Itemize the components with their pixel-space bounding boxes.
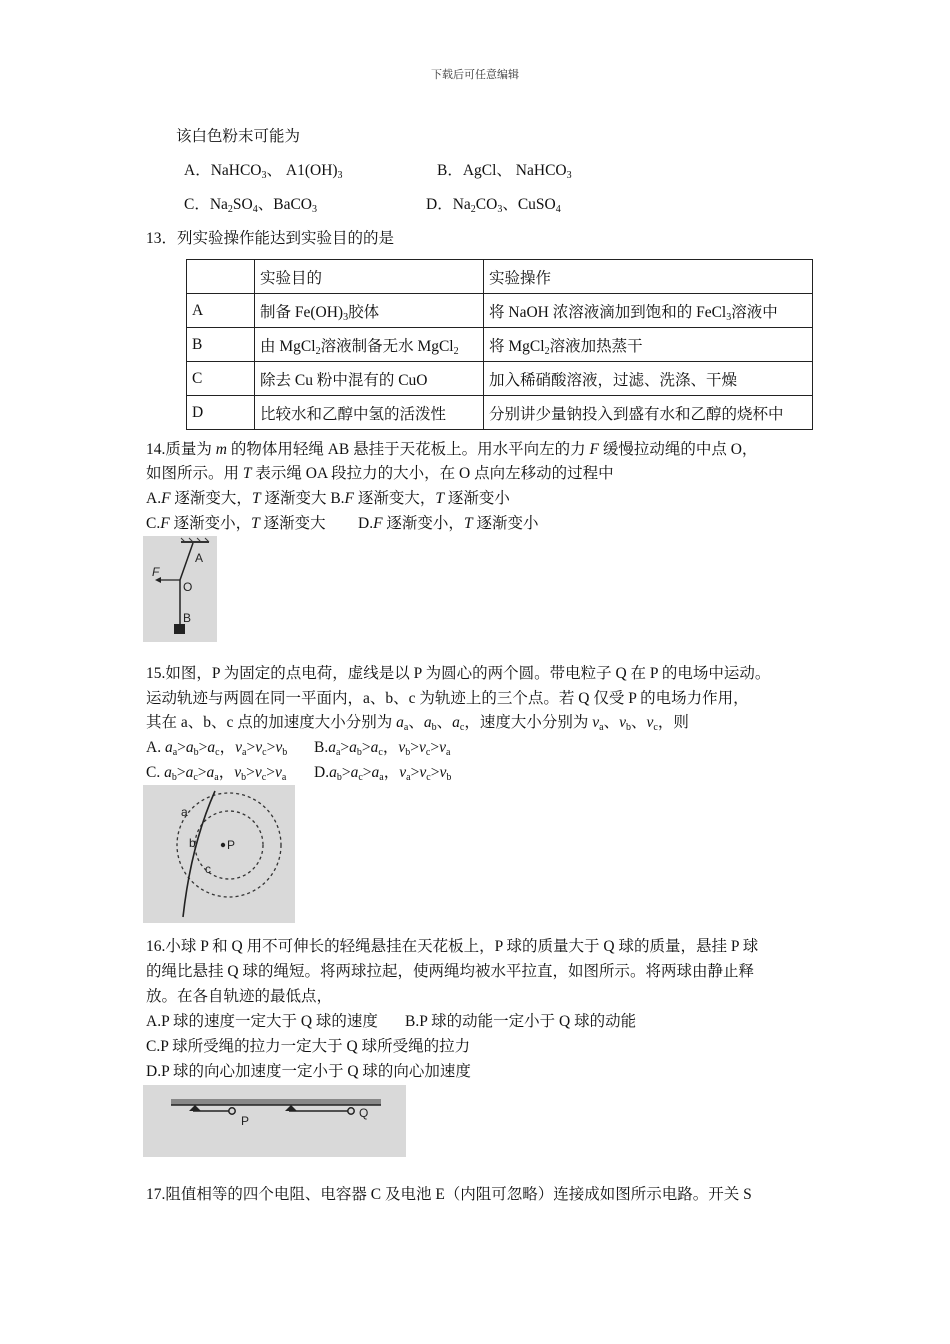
q15-option-c: C. $a_b>a_c>a_a$，$v_b>v_c>v_a$ [146,764,287,783]
row-purpose: 由 MgCl$_2$溶液制备无水 MgCl$_2$ [255,328,484,362]
row-purpose: 除去 Cu 粉中混有的 CuO [255,362,484,396]
fig-label-p: P [227,838,236,852]
fig-label-f: F [152,565,160,579]
table-header-cell: 实验目的 [255,260,484,294]
q16-option-c: C.P 球所受绳的拉力一定大于 Q 球所受绳的拉力 [146,1038,471,1055]
table-row [187,396,813,430]
fig-label-o: O [183,580,193,594]
q14-figure [143,536,217,642]
q14-stem-line1: 14.质量为 m 的物体用轻绳 AB 悬挂于天花板上。用水平向左的力 F 缓慢拉动绳的中点 O， [146,441,758,458]
q12-option-b: B．AgCl、 NaHCO$_3$ [437,162,572,181]
q13-stem: 13．列实验操作能达到实验目的的是 [146,230,395,247]
q15-stem-line1: 15.如图，P 为固定的点电荷，虚线是以 P 为圆心的两个圆。带电粒子 Q 在 P 的电场中运动。 [146,665,771,682]
q16-stem-line2: 的绳比悬挂 Q 球的绳短。将两球拉起，使两绳均被水平拉直，如图所示。将两球由静止释 [146,963,754,980]
fig-label-a: a [181,805,188,819]
row-id: B [187,328,255,362]
q15-stem-line2: 运动轨迹与两圆在同一平面内，a、b、c 为轨迹上的三个点。若 Q 仅受 P 的电场力作用， [146,690,749,707]
table-row [187,328,813,362]
q16-option-d: D.P 球的向心加速度一定小于 Q 球的向心加速度 [146,1063,471,1080]
row-operation: 分别讲少量钠投入到盛有水和乙醇的烧杯中 [484,396,813,430]
fig-label-q: Q [359,1106,369,1120]
q16-option-b: B.P 球的动能一定小于 Q 球的动能 [405,1013,637,1030]
table-row [187,294,813,328]
row-operation: 将 NaOH 浓溶液滴加到饱和的 FeCl$_3$溶液中 [484,294,813,328]
q15-figure-svg [143,785,295,923]
q16-stem-line1: 16.小球 P 和 Q 用不可伸长的轻绳悬挂在天花板上，P 球的质量大于 Q 球的质量，悬挂 P 球 [146,938,759,955]
q15-option-b: $B.a_a>a_b>a_c$，$v_b>v_c>v_a$ [314,739,451,758]
q16-option-a: A.P 球的速度一定大于 Q 球的速度 [146,1013,378,1030]
q16-stem-line3: 放。在各自轨迹的最低点， [146,988,333,1005]
row-id: C [187,362,255,396]
q15-option-a: A. $a_a>a_b>a_c$，$v_a>v_c>v_b$ [146,739,288,758]
fig-label-b: B [183,611,192,625]
row-id: D [187,396,255,430]
q12-option-a: A．NaHCO$_3$、 $A1(OH)_3$ [184,162,343,181]
fig-label-c: c [205,862,211,876]
row-operation: 将 MgCl$_2$溶液加热蒸干 [484,328,813,362]
q14-option-c: C.F 逐渐变小，T 逐渐变大 [146,515,326,532]
table-header-row [187,260,813,294]
fig-label-p: P [241,1114,250,1128]
q12-stem-tail: 该白色粉末可能为 [176,128,301,145]
q14-figure-svg [143,536,217,642]
q13-table [186,259,813,430]
table-header-cell: 实验操作 [484,260,813,294]
table-header-cell [187,260,255,294]
row-purpose: 比较水和乙醇中氢的活泼性 [255,396,484,430]
q14-stem-line2: 如图所示。用 T 表示绳 OA 段拉力的大小，在 O 点向左移动的过程中 [146,465,614,482]
q15-stem-line3: 其在 a、b、c 点的加速度大小分别为 $a_a$、$a_b$、$a_c$，速度大小分别为 $v_a$、$v_b$、$v_c$，则 [146,714,689,733]
q15-figure [143,785,295,923]
q16-figure [143,1085,406,1157]
q16-figure-svg [143,1085,406,1157]
q12-option-d: D．$Na_2CO_3$、CuSO$_4$ [426,196,561,215]
q14-option-d: D.F 逐渐变小，T 逐渐变小 [358,515,539,532]
q15-option-d: $D.a_b>a_c>a_a$，$v_a>v_c>v_b$ [314,764,452,783]
table-row [187,362,813,396]
row-id: A [187,294,255,328]
page-header: 下载后可任意编辑 [431,69,519,81]
q12-option-c: C．$Na_2SO_4$、BaCO$_3$ [184,196,318,215]
fig-label-b: b [189,836,196,850]
row-operation: 加入稀硝酸溶液，过滤、洗涤、干燥 [484,362,813,396]
q14-options-ab: A.F 逐渐变大，T 逐渐变大 B.F 逐渐变大，T 逐渐变小 [146,490,510,507]
q17-stem-line1: 17.阻值相等的四个电阻、电容器 C 及电池 E（内阻可忽略）连接成如图所示电路。开关 S [146,1186,752,1203]
row-purpose: 制备 $Fe(OH)_3$胶体 [255,294,484,328]
fig-label-a: A [195,551,204,565]
